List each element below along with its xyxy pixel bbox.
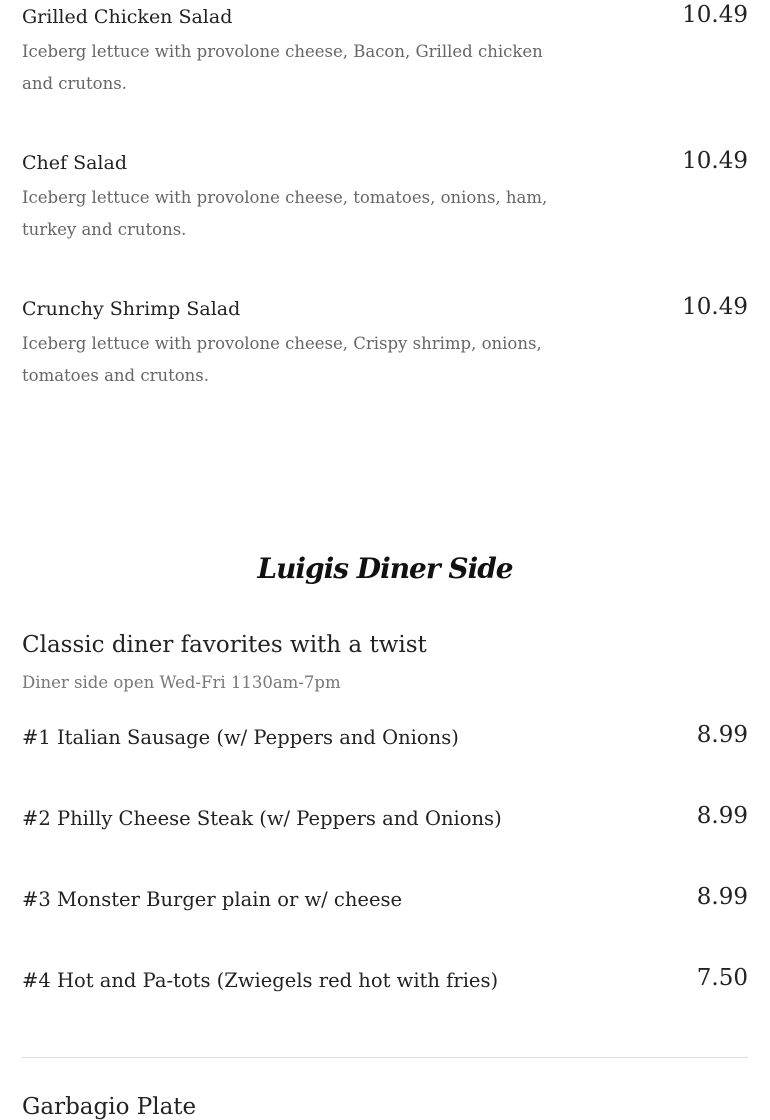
menu-item — [22, 967, 748, 997]
item-price: 8.99 — [696, 803, 748, 829]
item-description: Iceberg lettuce with provolone cheese, Bacon, Grilled chicken and crutons. — [22, 42, 543, 93]
item-price: 8.99 — [696, 722, 748, 748]
menu-item — [22, 886, 748, 916]
item-name: Grilled Chicken Salad — [22, 6, 233, 28]
item-name: #3 Monster Burger plain or w/ cheese — [22, 888, 403, 911]
item-name: #2 Philly Cheese Steak (w/ Peppers and Onions) — [22, 807, 502, 830]
section-subheading: Classic diner favorites with a twist — [22, 632, 427, 658]
item-description: Iceberg lettuce with provolone cheese, tomatoes, onions, ham, turkey and crutons. — [22, 188, 548, 239]
item-price: 10.49 — [682, 294, 748, 320]
section-hours: Diner side open Wed-Fri 1130am-7pm — [22, 673, 341, 692]
item-name: #4 Hot and Pa-tots (Zwiegels red hot with fries) — [22, 969, 499, 992]
item-name: #1 Italian Sausage (w/ Peppers and Onions) — [22, 726, 459, 749]
item-description: Iceberg lettuce with provolone cheese, Crispy shrimp, onions, tomatoes and crutons. — [22, 334, 542, 385]
section-heading: Garbagio Plate — [22, 1094, 197, 1120]
item-price: 8.99 — [696, 884, 748, 910]
item-name: Crunchy Shrimp Salad — [22, 298, 241, 320]
menu-item — [22, 724, 748, 754]
item-name: Chef Salad — [22, 152, 128, 174]
section-divider — [22, 1057, 748, 1058]
menu-item — [22, 805, 748, 835]
item-price: 10.49 — [682, 2, 748, 28]
section-title: Luigis Diner Side — [257, 552, 513, 585]
item-price: 7.50 — [696, 965, 748, 991]
item-price: 10.49 — [682, 148, 748, 174]
